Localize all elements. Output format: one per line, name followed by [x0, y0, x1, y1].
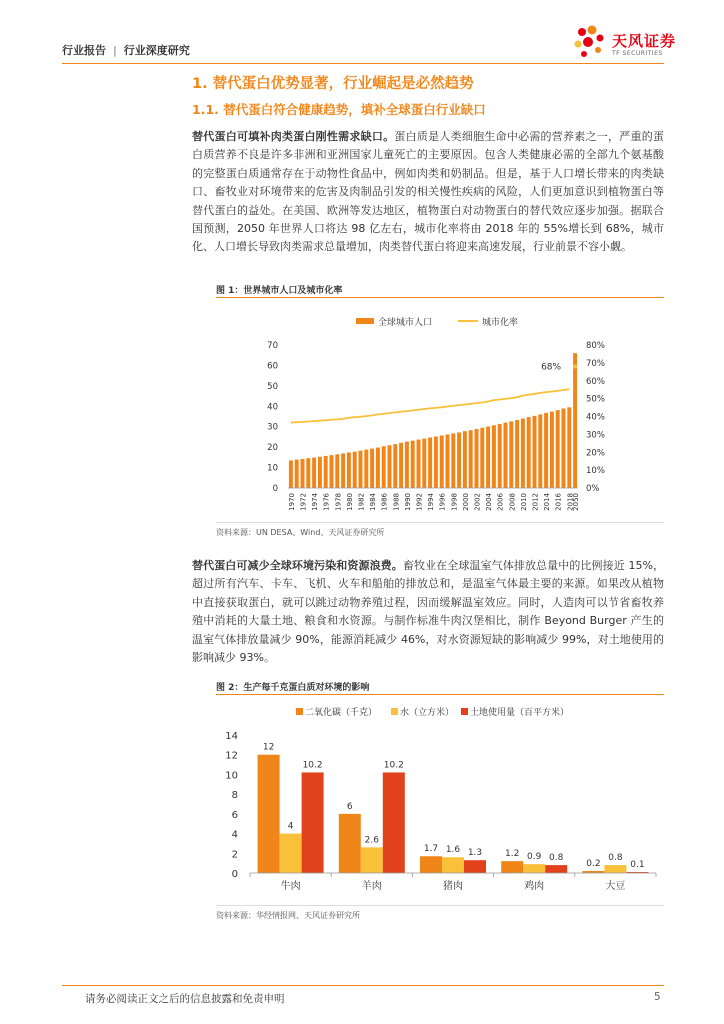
urban-population-bar: [370, 449, 374, 488]
y-right-tick-label: 60%: [586, 376, 605, 387]
figure2-title: 图 2：生产每千克蛋白质对环境的影响: [216, 683, 370, 693]
urban-population-bar: [301, 459, 305, 488]
urban-population-bar: [533, 416, 537, 488]
y-right-tick-label: 20%: [586, 448, 605, 459]
urban-population-bar: [411, 441, 415, 488]
figure2-rule: [216, 694, 664, 695]
footer-disclaimer: 请务必阅读正文之后的信息披露和免责申明: [85, 993, 285, 1005]
urban-population-bar: [573, 353, 577, 488]
y-tick-label: 14: [225, 731, 238, 742]
data-label: 1.2: [505, 849, 520, 860]
data-label: 2.6: [364, 835, 379, 846]
urban-population-bar: [417, 440, 421, 488]
x-tick-label: 2016: [554, 493, 563, 511]
logo-subtitle: TF SECURITIES: [612, 50, 663, 57]
x-tick-label: 2006: [496, 493, 505, 511]
page-number: 5: [654, 991, 661, 1003]
header-separator: |: [112, 44, 117, 57]
urban-population-bar: [359, 451, 363, 488]
urban-population-bar: [463, 431, 467, 488]
urban-population-bar: [550, 412, 554, 488]
x-tick-label: 1992: [415, 493, 424, 511]
x-category-label: 大豆: [605, 881, 626, 892]
report-type: 行业报告: [62, 44, 106, 57]
urban-population-bar: [544, 413, 548, 488]
urban-population-bar: [312, 458, 316, 488]
bar-猪肉-2: [464, 860, 486, 873]
data-label: 1.3: [467, 848, 483, 859]
x-tick-label: 1974: [311, 493, 320, 511]
urban-population-bar: [509, 421, 513, 488]
urban-population-bar: [324, 456, 328, 488]
figure1-source: 资料来源：UN DESA、Wind、天风证券研究所: [216, 528, 385, 537]
subsection-heading: 1.1. 替代蛋白符合健康趋势，填补全球蛋白行业缺口: [192, 102, 486, 117]
y-right-tick-label: 80%: [586, 341, 605, 351]
urban-population-chart: [216, 305, 664, 520]
y-right-tick-label: 0%: [586, 484, 600, 494]
data-label: 10.2: [383, 760, 404, 771]
urban-population-bar: [504, 423, 508, 488]
data-label: 0.2: [586, 859, 601, 870]
x-tick-label: 1980: [345, 493, 354, 511]
y-tick-label: 12: [225, 750, 238, 762]
legend-swatch-2: [461, 708, 468, 715]
legend-label-0: 二氧化碳（千克）: [305, 708, 378, 718]
legend-label-1: 水（立方米）: [400, 708, 455, 718]
urban-population-bar: [353, 452, 357, 488]
x-tick-label: 2018: [566, 493, 575, 511]
logo-name: 天风证券: [612, 32, 677, 50]
paragraph-body: 畜牧业在全球温室气体排放总量中的比例接近 15%，超过所有汽车、卡车、飞机、火车和船舶的排放总和，是温室气体最主要的来源。如果改从植物中直接获取蛋白，就可以跳过动物养殖过程，因而缓解温室效应。同时，人造肉可以节省畜牧养殖中消耗的大量土地、粮食和水资源。与制作标准牛肉汉堡相比，制作 Beyond Burger 产生的温室气体排放量减少 90%，能源消耗减少 46%，对水资源短缺的影响减少 99%，对土地使用的影响减少 93%。: [192, 559, 664, 665]
y-right-tick-label: 10%: [586, 466, 605, 477]
urban-population-bar: [347, 452, 351, 488]
data-label: 1.7: [423, 844, 439, 855]
paragraph-environment: [192, 557, 664, 667]
urban-population-bar: [382, 446, 386, 488]
tf-securities-logo-icon: [570, 22, 610, 62]
data-label: 0.1: [630, 860, 645, 871]
urban-population-bar: [486, 427, 490, 488]
urban-population-bar: [521, 419, 525, 488]
y-right-tick-label: 50%: [586, 394, 605, 405]
figure2-source-rule: [216, 905, 664, 906]
urban-population-bar: [556, 410, 560, 488]
urban-population-bar: [480, 428, 484, 488]
environment-impact-chart: [216, 700, 664, 900]
x-tick-label: 2002: [473, 493, 482, 511]
bar-羊肉-0: [339, 814, 361, 873]
x-tick-label: 2004: [485, 493, 494, 511]
bar-羊肉-1: [361, 847, 383, 873]
data-label: 0.8: [549, 853, 564, 864]
x-tick-label: 1972: [299, 493, 308, 511]
y-tick-label: 0: [231, 869, 238, 880]
data-label: 10.2: [302, 760, 323, 771]
y-tick-label: 8: [231, 790, 238, 802]
legend-label-urbanization-rate: 城市化率: [482, 318, 519, 328]
bar-大豆-1: [604, 865, 626, 873]
report-subtype: 行业深度研究: [123, 44, 190, 57]
report-type-label: [62, 42, 190, 58]
x-tick-label: 1994: [427, 493, 436, 511]
urban-population-bar: [376, 448, 380, 488]
x-category-label: 鸡肉: [524, 881, 545, 892]
bar-猪肉-1: [442, 857, 464, 873]
x-tick-label: 1978: [334, 493, 343, 511]
legend-swatch-0: [296, 708, 303, 715]
x-tick-label: 2000: [461, 493, 470, 511]
x-tick-label: 2008: [508, 493, 517, 511]
figure1-rule: [216, 297, 664, 298]
urban-population-bar: [475, 429, 479, 488]
x-tick-label: 1996: [438, 493, 447, 511]
urban-population-bar: [335, 454, 339, 488]
urban-population-bar: [318, 457, 322, 488]
data-label: 6: [346, 801, 353, 812]
urban-population-bar: [422, 439, 426, 488]
urban-population-bar: [562, 409, 566, 488]
y-tick-label: 10: [225, 770, 238, 782]
urban-population-bar: [295, 460, 299, 488]
x-tick-label: 1970: [287, 493, 296, 511]
x-tick-label: 2014: [543, 493, 552, 511]
x-tick-label: 1976: [322, 493, 331, 511]
urban-population-bar: [434, 437, 438, 488]
urban-population-bar: [440, 435, 444, 488]
bar-牛肉-0: [258, 755, 280, 873]
y-left-tick-label: 30: [267, 422, 278, 433]
urban-population-bar: [289, 460, 293, 488]
bar-牛肉-2: [302, 772, 324, 873]
y-left-tick-label: 10: [267, 463, 278, 474]
urban-population-bar: [457, 432, 461, 488]
y-left-tick-label: 40: [267, 402, 278, 413]
section-heading: 1. 替代蛋白优势显著，行业崛起是必然趋势: [192, 76, 474, 92]
urban-population-bar: [451, 433, 455, 488]
data-label: 0.9: [527, 852, 542, 863]
urban-population-bar: [515, 420, 519, 488]
urban-population-bar: [399, 443, 403, 488]
y-left-tick-label: 60: [267, 361, 278, 372]
urban-population-bar: [306, 458, 310, 488]
x-tick-label: 1990: [403, 493, 412, 511]
paragraph-lead: 替代蛋白可减少全球环境污染和资源浪费。: [192, 559, 403, 572]
data-label: 0.8: [608, 853, 623, 864]
x-tick-label: 1998: [450, 493, 459, 511]
y-left-tick-label: 70: [267, 341, 278, 351]
data-label: 4: [287, 821, 294, 832]
urban-population-bar: [538, 414, 542, 488]
annotation-2050-marker: [573, 364, 577, 368]
urban-population-bar: [364, 450, 368, 488]
bar-鸡肉-1: [523, 864, 545, 873]
bar-猪肉-0: [420, 856, 442, 873]
legend-label-2: 土地使用量（百平方米）: [470, 708, 570, 718]
header-divider: [62, 63, 664, 64]
figure1-source-rule: [216, 522, 664, 523]
y-left-tick-label: 50: [267, 381, 278, 392]
x-tick-label: 1984: [369, 493, 378, 511]
paragraph-lead: 替代蛋白可填补肉类蛋白刚性需求缺口。: [192, 130, 395, 143]
x-tick-label: 1986: [380, 493, 389, 511]
footer-divider: [62, 985, 664, 986]
y-right-tick-label: 30%: [586, 430, 605, 441]
y-left-tick-label: 0: [272, 484, 278, 494]
bar-羊肉-2: [383, 772, 405, 873]
x-category-label: 猪肉: [443, 881, 463, 892]
y-right-tick-label: 70%: [586, 358, 605, 369]
y-tick-label: 6: [231, 809, 238, 821]
legend-label-urban-population: 全球城市人口: [378, 318, 433, 328]
paragraph-body: 蛋白质是人类细胞生命中必需的营养素之一，严重的蛋白质营养不良是许多非洲和亚洲国家儿童死亡的主要原因。包含人类健康必需的全部九个氨基酸的完整蛋白质通常存在于动物性食品中，例如肉类和奶制品。但是，基于人口增长带来的肉类缺口、畜牧业对环境带来的危害及肉制品引发的相关慢性疾病的风险，人们更加意识到植物蛋白等替代蛋白的益处。在美国、欧洲等发达地区，植物蛋白对动物蛋白的替代效应逐步加强。据联合国预测，2050 年世界人口将达 98 亿左右，城市化率将由 2018 年的 55%增长到 68%，城市化、人口增长导致肉类需求总量增加，肉类替代蛋白将迎来高速发展，行业前景不容小觑。: [192, 130, 664, 254]
urban-population-bar: [446, 434, 450, 488]
x-category-label: 羊肉: [361, 881, 382, 892]
urban-population-bar: [393, 444, 397, 488]
x-tick-label: 2010: [519, 493, 528, 511]
bar-牛肉-1: [280, 834, 302, 873]
bar-鸡肉-0: [501, 861, 523, 873]
legend-swatch-urban-population: [356, 318, 374, 324]
urban-population-bar: [388, 445, 392, 488]
urban-population-bar: [428, 438, 432, 488]
y-right-tick-label: 40%: [586, 412, 605, 423]
urban-population-bar: [341, 453, 345, 488]
y-tick-label: 4: [231, 829, 238, 841]
urban-population-bar: [492, 425, 496, 488]
x-tick-label: 2012: [531, 493, 540, 511]
data-label: 1.6: [445, 845, 461, 856]
urban-population-bar: [527, 417, 531, 488]
data-label: 12: [262, 742, 275, 753]
urban-population-bar: [469, 430, 473, 488]
x-tick-label: 1988: [392, 493, 401, 511]
y-left-tick-label: 20: [267, 443, 278, 454]
urban-population-bar: [567, 407, 571, 488]
urban-population-bar: [498, 424, 502, 488]
urban-population-bar: [330, 455, 334, 488]
bar-鸡肉-2: [545, 865, 567, 873]
urban-population-bar: [405, 442, 409, 488]
paragraph-protein-demand: [192, 128, 664, 257]
x-category-label: 牛肉: [280, 881, 301, 892]
annotation-2050-rate: 68%: [541, 362, 562, 373]
figure1-title: 图 1：世界城市人口及城市化率: [216, 286, 343, 296]
y-tick-label: 2: [231, 849, 238, 861]
figure2-source: 资料来源：华经情报网、天风证券研究所: [216, 911, 360, 920]
legend-swatch-1: [391, 708, 398, 715]
x-tick-label: 2050: [572, 493, 581, 511]
x-tick-label: 1982: [357, 493, 366, 511]
